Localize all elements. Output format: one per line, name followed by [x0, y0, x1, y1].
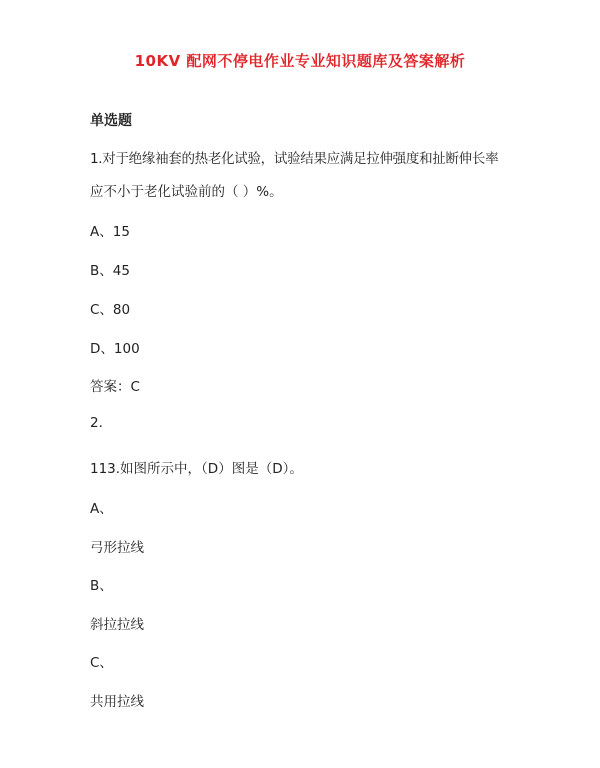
question-1-stem-line-2: 应不小于老化试验前的（ ）%。: [90, 184, 283, 200]
question-2-number: 2.: [90, 415, 103, 431]
question-2-option-b-label: B、: [90, 578, 113, 594]
question-1-option-b: B、45: [90, 263, 130, 279]
question-2-option-b-text: 斜拉拉线: [90, 617, 144, 633]
question-2-option-c-label: C、: [90, 655, 113, 671]
question-1-option-a: A、15: [90, 224, 130, 240]
question-2-option-a-label: A、: [90, 501, 113, 517]
question-2-option-a-text: 弓形拉线: [90, 540, 144, 556]
question-1-stem-line-1: 1.对于绝缘袖套的热老化试验，试验结果应满足拉伸强度和扯断伸长率: [90, 151, 499, 167]
question-1-option-c: C、80: [90, 302, 131, 318]
question-1-answer: 答案：C: [90, 379, 140, 395]
question-2-option-c-text: 共用拉线: [90, 694, 144, 710]
section-heading: 单选题: [90, 113, 132, 129]
question-2-stem: 113.如图所示中，（D）图是（D）。: [90, 461, 303, 477]
document-title: 10KV 配网不停电作业专业知识题库及答案解析: [134, 52, 466, 70]
question-1-option-d: D、100: [90, 341, 140, 357]
